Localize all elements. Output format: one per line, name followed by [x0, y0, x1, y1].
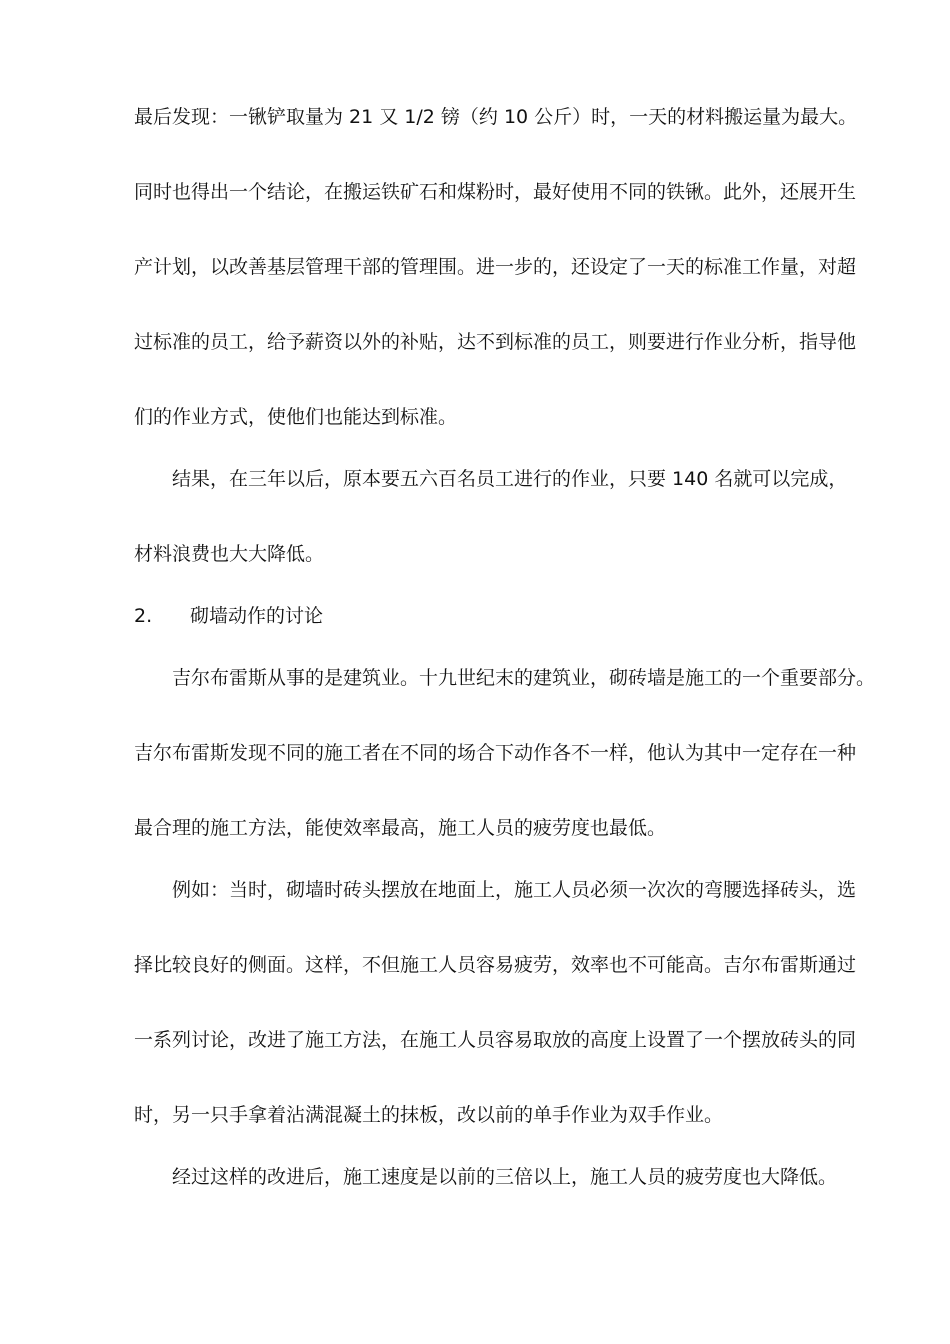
paragraph-line: 择比较良好的侧面。这样，不但施工人员容易疲劳，效率也不可能高。吉尔布雷斯通过	[134, 954, 857, 976]
section-number: 2.	[134, 605, 153, 627]
paragraph-line: 吉尔布雷斯从事的是建筑业。十九世纪末的建筑业，砌砖墙是施工的一个重要部分。	[172, 667, 876, 689]
paragraph-line: 最后发现：一锹铲取量为 21 又 1/2 镑（约 10 公斤）时，一天的材料搬运量为最大。	[134, 106, 858, 128]
paragraph-line: 一系列讨论，改进了施工方法，在施工人员容易取放的高度上设置了一个摆放砖头的同	[134, 1029, 857, 1051]
paragraph-line: 过标准的员工，给予薪资以外的补贴，达不到标准的员工，则要进行作业分析，指导他	[134, 331, 857, 353]
paragraph-line: 材料浪费也大大降低。	[134, 543, 325, 565]
paragraph-line: 们的作业方式，使他们也能达到标准。	[134, 406, 458, 428]
paragraph-line: 例如：当时，砌墙时砖头摆放在地面上，施工人员必须一次次的弯腰选择砖头，选	[172, 879, 857, 901]
section-title: 砌墙动作的讨论	[190, 605, 324, 627]
paragraph-line: 同时也得出一个结论，在搬运铁矿石和煤粉时，最好使用不同的铁锹。此外，还展开生	[134, 181, 857, 203]
paragraph-line: 产计划，以改善基层管理干部的管理围。进一步的，还设定了一天的标准工作量，对超	[134, 256, 857, 278]
paragraph-line: 时，另一只手拿着沾满混凝土的抹板，改以前的单手作业为双手作业。	[134, 1104, 724, 1126]
paragraph-line: 吉尔布雷斯发现不同的施工者在不同的场合下动作各不一样，他认为其中一定存在一种	[134, 742, 857, 764]
paragraph-line: 结果，在三年以后，原本要五六百名员工进行的作业，只要 140 名就可以完成，	[172, 468, 848, 490]
paragraph-line: 最合理的施工方法，能使效率最高，施工人员的疲劳度也最低。	[134, 817, 667, 839]
paragraph-line: 经过这样的改进后，施工速度是以前的三倍以上，施工人员的疲劳度也大降低。	[172, 1166, 838, 1188]
